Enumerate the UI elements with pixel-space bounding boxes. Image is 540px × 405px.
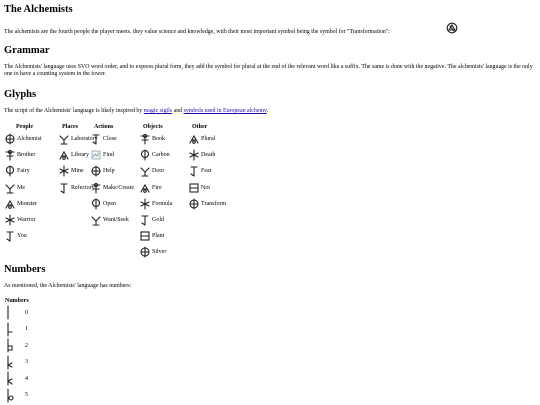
page-title: The Alchemists xyxy=(4,4,73,15)
glyph-entry-brother xyxy=(4,149,35,161)
glyph-label: Carbon xyxy=(152,152,170,159)
fire-glyph-icon xyxy=(139,182,151,194)
column-header-other: Other xyxy=(192,124,208,130)
number-row-2 xyxy=(5,338,28,353)
glyph-label: Silver xyxy=(152,249,167,256)
glyph-entry-plural xyxy=(188,133,215,145)
transform-glyph-icon xyxy=(188,198,200,210)
glyph-entry-gold xyxy=(139,214,164,226)
glyphs-text-after: . xyxy=(266,108,269,114)
column-header-objects: Objects xyxy=(143,124,163,130)
column-header-people: People xyxy=(16,124,33,130)
glyph-entry-book xyxy=(139,133,165,145)
intro-sentence: The alchemists are the fourth people the player meets. they value science and knowledge, with their most important symbol being the symbol for "Transformation": xyxy=(4,29,390,35)
open-glyph-icon xyxy=(90,198,102,210)
magic-sigils-link[interactable]: magic sigils xyxy=(143,108,173,114)
numbers-heading: Numbers xyxy=(4,264,46,275)
glyph-entry-fire xyxy=(139,182,162,194)
glyph-label: Book xyxy=(152,136,166,142)
glyph-label: Library xyxy=(71,152,89,159)
warrior-glyph-icon xyxy=(4,214,16,226)
glyph-entry-formula xyxy=(139,198,172,210)
glyph-entry-library xyxy=(58,149,89,161)
glyph-label: Transform xyxy=(201,200,227,207)
number-value: 1 xyxy=(25,326,28,332)
glyph-label: Close xyxy=(103,136,117,142)
glyph-entry-mine xyxy=(58,165,84,177)
numbers-table-header: Numbers xyxy=(5,298,29,304)
glyph-label: Warrior xyxy=(17,217,36,223)
glyph-label: Door xyxy=(152,168,165,175)
glyph-entry-close xyxy=(90,133,117,145)
glyph-label: Want/Seek xyxy=(103,217,129,223)
glyph-label: Alchemist xyxy=(17,136,42,142)
laboratory-glyph-icon xyxy=(58,133,70,145)
number-3-glyph-icon xyxy=(5,355,17,370)
number-2-glyph-icon xyxy=(5,338,17,353)
numbers-text: As mentioned, the Alchemists' language has numbers: xyxy=(4,283,132,289)
number-row-5 xyxy=(5,388,28,403)
glyph-label: Gold xyxy=(152,217,164,223)
death-glyph-icon xyxy=(188,149,200,161)
broken-image-icon xyxy=(90,149,102,161)
fear-glyph-icon xyxy=(188,165,200,177)
glyph-entry-carbon xyxy=(139,149,170,161)
not-glyph-icon xyxy=(188,182,200,194)
glyph-entry-not xyxy=(188,182,210,194)
help-glyph-icon xyxy=(90,165,102,177)
glyph-entry-monster xyxy=(4,198,37,210)
glyph-label: Not xyxy=(201,184,210,191)
glyph-entry-open xyxy=(90,198,116,210)
close-glyph-icon xyxy=(90,133,102,145)
door-glyph-icon xyxy=(139,165,151,177)
plant-glyph-icon xyxy=(139,230,151,242)
want-glyph-icon xyxy=(90,214,102,226)
glyph-label: Help xyxy=(103,168,115,175)
glyph-entry-fear xyxy=(188,165,212,177)
european-alchemy-link[interactable]: symbols used in European alchemy xyxy=(183,108,267,114)
glyph-entry-warrior xyxy=(4,214,36,226)
carbon-glyph-icon xyxy=(139,149,151,161)
glyph-label: Make/Create xyxy=(103,184,134,191)
me-glyph-icon xyxy=(4,182,16,194)
glyph-label: Brother xyxy=(17,152,36,159)
formula-glyph-icon xyxy=(139,198,151,210)
glyph-label: Plant xyxy=(152,233,165,240)
glyph-label: You xyxy=(17,233,27,240)
silver-glyph-icon xyxy=(139,246,151,258)
glyph-entry-death xyxy=(188,149,215,161)
make-glyph-icon xyxy=(90,182,102,194)
glyph-label: Fairy xyxy=(17,168,30,175)
glyph-entry-me xyxy=(4,182,25,194)
number-row-4 xyxy=(5,371,28,386)
glyph-entry-plant xyxy=(139,230,164,242)
glyph-label: Plural xyxy=(201,136,216,142)
book-glyph-icon xyxy=(139,133,151,145)
glyphs-text-before: The script of the Alchemists' language is likely inspired by xyxy=(4,108,144,114)
number-value: 2 xyxy=(25,342,28,349)
number-row-3 xyxy=(5,355,28,370)
glyph-label: Find xyxy=(103,152,115,159)
number-row-0 xyxy=(5,305,28,320)
number-row-1 xyxy=(5,322,28,337)
number-0-glyph-icon xyxy=(5,305,17,320)
column-header-actions: Actions xyxy=(94,124,114,130)
number-value: 4 xyxy=(25,375,28,382)
number-value: 3 xyxy=(25,359,28,365)
glyph-label: Fire xyxy=(152,184,162,191)
glyph-label: Open xyxy=(103,200,116,207)
grammar-text: The Alchemists' language uses SVO word order, and to express plural form, they add the symbol for plural at the end of the relevant word like a suffix. The same is done with the negative. The alchemists' language is the only one to have a counting system in the tower. xyxy=(4,64,533,78)
glyph-entry-fairy xyxy=(4,165,30,177)
library-glyph-icon xyxy=(58,149,70,161)
glyph-label: Fear xyxy=(201,168,212,175)
alchemist-glyph-icon xyxy=(4,133,16,145)
intro-text xyxy=(4,29,444,36)
glyph-entry-alchemist xyxy=(4,133,42,145)
fairy-glyph-icon xyxy=(4,165,16,177)
number-1-glyph-icon xyxy=(5,322,17,337)
refectory-glyph-icon xyxy=(58,182,70,194)
monster-glyph-icon xyxy=(4,198,16,210)
you-glyph-icon xyxy=(4,230,16,242)
glyph-entry-help xyxy=(90,165,115,177)
gold-glyph-icon xyxy=(139,214,151,226)
glyph-entry-find xyxy=(90,149,114,161)
glyph-entry-want-seek xyxy=(90,214,129,226)
glyph-entry-transform xyxy=(188,198,226,210)
glyph-entry-you xyxy=(4,230,27,242)
glyph-label: Monster xyxy=(17,200,37,207)
glyph-entry-silver xyxy=(139,246,166,258)
glyph-label: Formula xyxy=(152,200,173,207)
column-header-places: Places xyxy=(62,124,78,130)
glyphs-heading: Glyphs xyxy=(4,89,37,100)
glyph-label: Laboratory xyxy=(71,136,98,142)
glyph-entry-make-create xyxy=(90,182,134,194)
transformation-glyph-icon xyxy=(446,22,458,34)
number-5-glyph-icon xyxy=(5,388,17,403)
mine-glyph-icon xyxy=(58,165,70,177)
number-value: 0 xyxy=(25,309,28,316)
glyph-label: Death xyxy=(201,152,216,159)
plural-glyph-icon xyxy=(188,133,200,145)
number-4-glyph-icon xyxy=(5,371,17,386)
glyph-label: Refectory xyxy=(71,184,95,191)
glyphs-text-mid: and xyxy=(172,108,184,114)
glyphs-text xyxy=(4,108,534,115)
glyph-label: Me xyxy=(17,184,25,191)
glyph-label: Mine xyxy=(71,168,84,175)
number-value: 5 xyxy=(25,392,28,398)
grammar-heading: Grammar xyxy=(4,45,50,56)
glyph-entry-door xyxy=(139,165,164,177)
brother-glyph-icon xyxy=(4,149,16,161)
